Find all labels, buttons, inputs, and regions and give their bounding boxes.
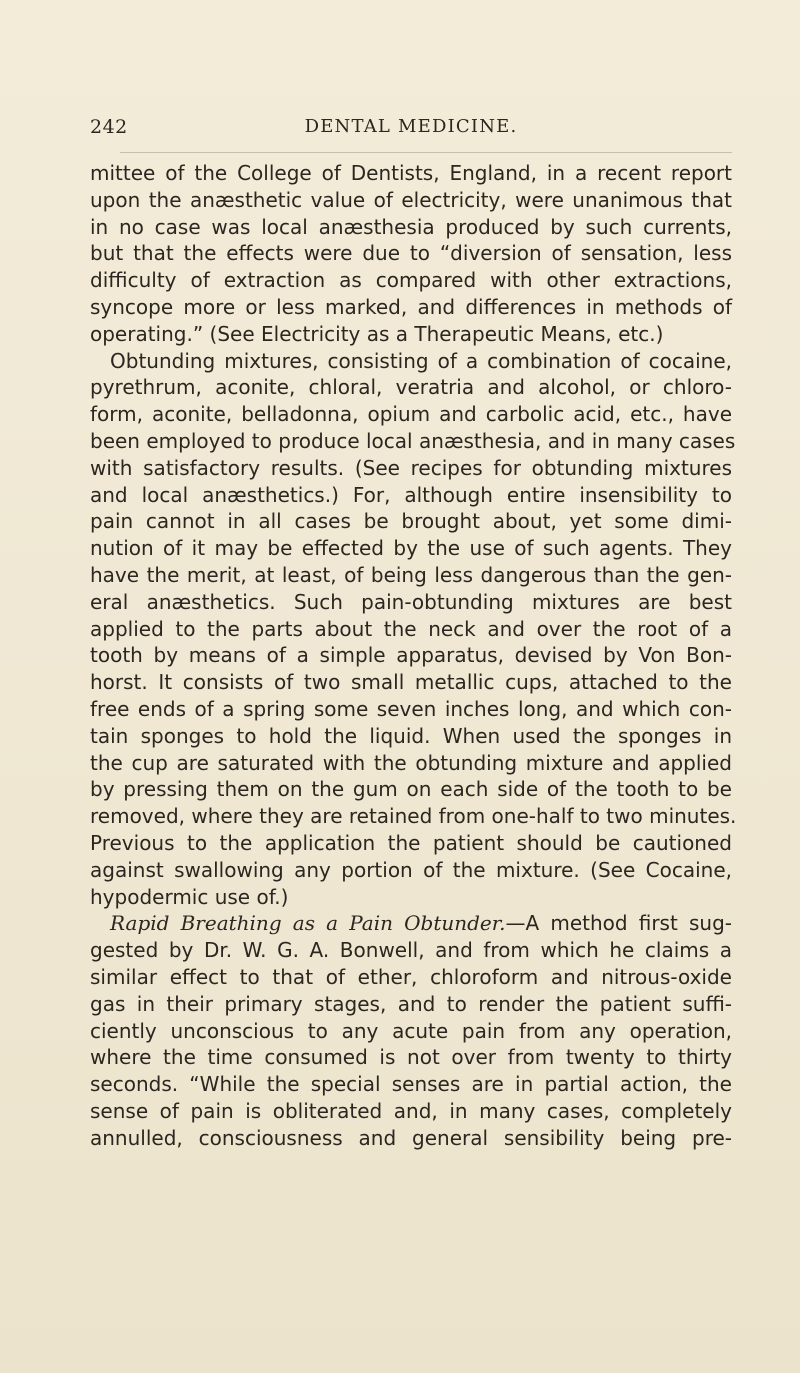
text-line: pyrethrum, aconite, chloral, veratria and alcohol, or chloro- [90, 375, 732, 400]
text-line: in no case was local anæsthesia produced by such currents, [90, 214, 732, 239]
text-line: free ends of a spring some seven inches long, and which con- [90, 696, 732, 721]
text-line: against swallowing any portion of the mixture. (See Cocaine, [90, 857, 732, 882]
text-line: the cup are saturated with the obtunding mixture and applied [90, 750, 732, 775]
running-head [90, 116, 732, 142]
text-line: gested by Dr. W. G. A. Bonwell, and from which he claims a [90, 938, 732, 963]
text-line: nution of it may be effected by the use of such agents. They [90, 536, 732, 561]
text-line: gas in their primary stages, and to render the patient suffi- [90, 991, 732, 1016]
text-line: syncope more or less marked, and differences in methods of [90, 294, 732, 319]
text-line: where the time consumed is not over from twenty to thirty [90, 1045, 732, 1070]
text-line: eral anæsthetics. Such pain-obtunding mixtures are best [90, 589, 732, 614]
text-line: difficulty of extraction as compared with other extractions, [90, 268, 732, 293]
text-line: mittee of the College of Dentists, England, in a recent report [90, 161, 732, 185]
text-line: but that the effects were due to “diversion of sensation, less [90, 241, 732, 266]
text-line: upon the anæsthetic value of electricity, were unanimous that [90, 187, 732, 212]
text-line: tooth by means of a simple apparatus, devised by Von Bon- [90, 643, 732, 668]
text-line: applied to the parts about the neck and over the root of a [90, 616, 732, 641]
text-line: removed, where they are retained from one-half to two minutes. [90, 804, 737, 829]
running-title: DENTAL MEDICINE. [304, 116, 518, 137]
text-line: Previous to the application the patient should be cautioned [90, 830, 732, 855]
text-line-rest: —A method first sug- [505, 911, 732, 936]
text-line: form, aconite, belladonna, opium and carbolic acid, etc., have [90, 402, 732, 427]
section-lead-line [90, 910, 732, 937]
text-line: sense of pain is obliterated and, in many cases, completely [90, 1098, 732, 1123]
text-line: and local anæsthetics.) For, although entire insensibility to [90, 482, 732, 507]
text-line: ciently unconscious to any acute pain from any operation, [90, 1018, 732, 1043]
text-line: hypodermic use of.) [90, 884, 289, 909]
text-line: been employed to produce local anæsthesia, and in many cases [90, 428, 736, 453]
text-line: by pressing them on the gum on each side of the tooth to be [90, 777, 732, 802]
section-heading: Rapid Breathing as a Pain Obtunder. [110, 911, 506, 936]
header-rule [120, 152, 732, 153]
text-line: annulled, consciousness and general sensibility being pre- [90, 1125, 732, 1150]
text-line: operating.” (See Electricity as a Therapeutic Means, etc.) [90, 321, 664, 346]
text-line: have the merit, at least, of being less dangerous than the gen- [90, 562, 732, 587]
text-line: pain cannot in all cases be brought about, yet some dimi- [90, 509, 732, 534]
text-line: similar effect to that of ether, chloroform and nitrous-oxide [90, 964, 732, 989]
page-number: 242 [90, 116, 128, 138]
text-line: with satisfactory results. (See recipes for obtunding mixtures [90, 455, 732, 480]
text-line: seconds. “While the special senses are in partial action, the [90, 1072, 732, 1097]
text-line: Obtunding mixtures, consisting of a combination of cocaine, [110, 348, 732, 373]
text-line: tain sponges to hold the liquid. When used the sponges in [90, 723, 732, 748]
text-line: horst. It consists of two small metallic cups, attached to the [90, 670, 732, 695]
body-text [90, 160, 737, 1151]
